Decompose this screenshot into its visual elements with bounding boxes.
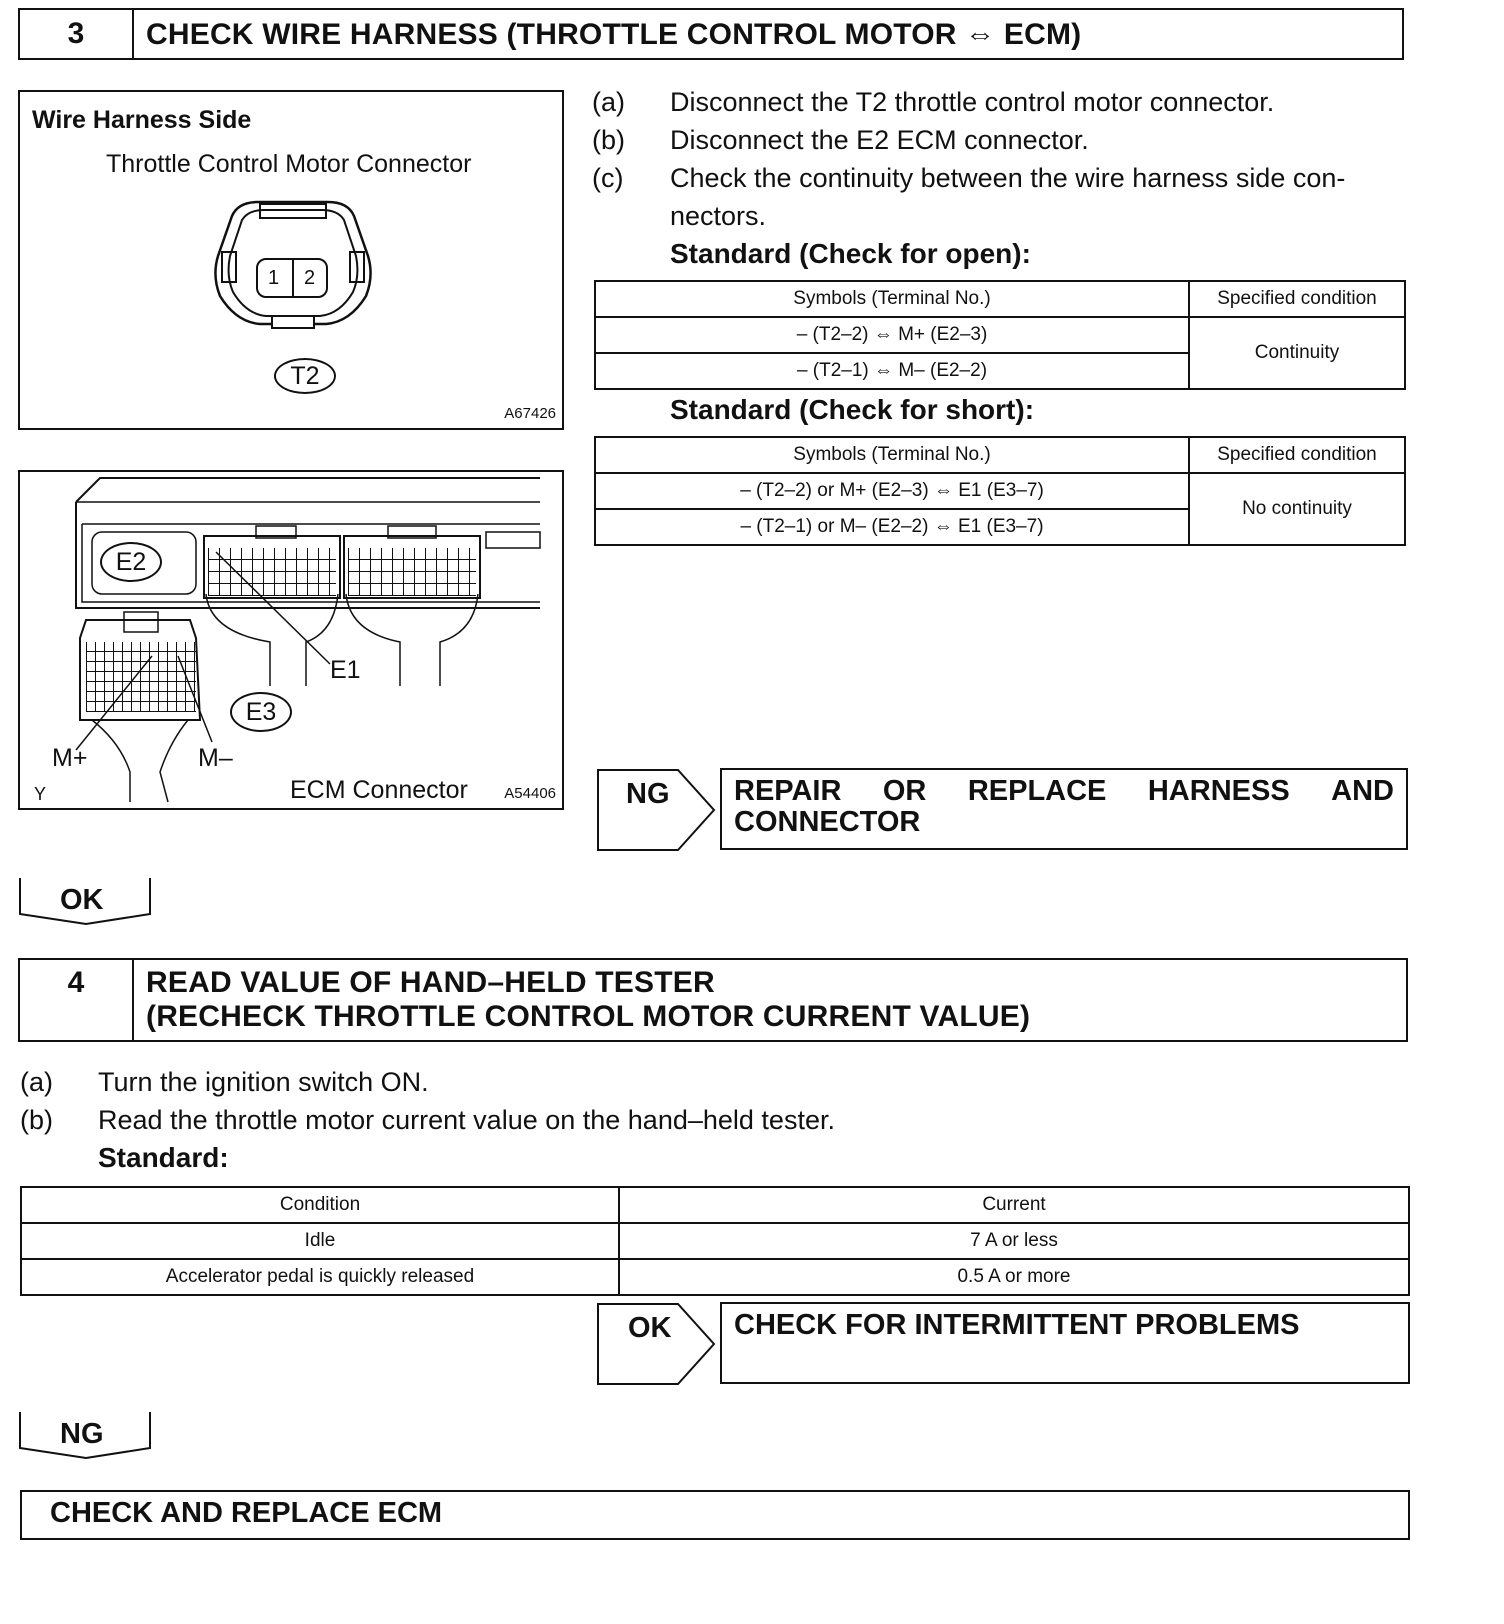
pin-divider (292, 260, 294, 296)
step-title-line2: (RECHECK THROTTLE CONTROL MOTOR CURRENT VALUE) (146, 1000, 1031, 1033)
step4-item-a: (a) Turn the ignition switch ON. (20, 1067, 429, 1097)
table-cell: – (T2–1) ⇔ M– (E2–2) (595, 353, 1189, 389)
ecm-connector-figure (18, 470, 564, 810)
connector-grid-2 (348, 548, 476, 596)
y-label: Y (34, 784, 47, 804)
final-action-text: CHECK AND REPLACE ECM (50, 1497, 443, 1529)
table-row (595, 317, 1405, 353)
ok-result-box (720, 1302, 1410, 1384)
ng-tag-label: NG (626, 778, 670, 810)
ng-result-box (720, 768, 1408, 850)
e2-label: E2 (100, 542, 162, 582)
figure-code: A54406 (504, 785, 556, 802)
connector-grid-3 (86, 642, 196, 712)
table-cell-condition: Continuity (1189, 317, 1405, 389)
table-header-cell: Condition (21, 1187, 619, 1223)
table-header-cell: Specified condition (1189, 437, 1405, 473)
table-header-cell: Symbols (Terminal No.) (595, 437, 1189, 473)
step3-item-c-cont: nectors. (670, 201, 767, 231)
t2-label: T2 (274, 358, 336, 394)
step3-item-a: (a) Disconnect the T2 throttle control motor connector. (592, 87, 1275, 117)
step-number: 4 (20, 960, 134, 1040)
table-cell: Accelerator pedal is quickly released (21, 1259, 619, 1295)
ok-result-text: CHECK FOR INTERMITTENT PROBLEMS (734, 1309, 1300, 1341)
throttle-connector-figure (18, 90, 564, 430)
ecm-drawing (20, 472, 562, 808)
table-cell: – (T2–1) or M– (E2–2) ⇔ E1 (E3–7) (595, 509, 1189, 545)
table-header-row (595, 437, 1405, 473)
ng-result-line2: CONNECTOR (734, 806, 921, 838)
ng-result-line1: REPAIR OR REPLACE HARNESS AND (734, 775, 1394, 807)
connector-grid-1 (208, 548, 336, 596)
table-header-row (21, 1187, 1409, 1223)
table-header-cell: Current (619, 1187, 1409, 1223)
short-check-table (594, 436, 1406, 546)
figure-heading: Wire Harness Side (32, 106, 252, 134)
table-cell: Idle (21, 1223, 619, 1259)
table-row (595, 473, 1405, 509)
e3-label: E3 (230, 692, 292, 732)
ok-tab-label: OK (60, 884, 104, 916)
figure-subtitle: Throttle Control Motor Connector (106, 150, 472, 178)
table-header-cell: Specified condition (1189, 281, 1405, 317)
pin-1-label: 1 (268, 267, 280, 289)
step-4-header (18, 958, 1408, 1042)
table-cell: – (T2–2) ⇔ M+ (E2–3) (595, 317, 1189, 353)
ng-tab-label: NG (60, 1418, 104, 1450)
pin-2-label: 2 (304, 267, 316, 289)
m-minus-label: M– (198, 744, 233, 772)
final-action-box (20, 1490, 1410, 1540)
table-header-row (595, 281, 1405, 317)
table-cell: 7 A or less (619, 1223, 1409, 1259)
table-cell: – (T2–2) or M+ (E2–3) ⇔ E1 (E3–7) (595, 473, 1189, 509)
m-plus-label: M+ (52, 744, 88, 772)
short-table-heading: Standard (Check for short): (670, 394, 1035, 425)
table-header-cell: Symbols (Terminal No.) (595, 281, 1189, 317)
pin-block (256, 258, 328, 298)
table-row (21, 1223, 1409, 1259)
step3-item-c: (c) Check the continuity between the wire harness side con- (592, 163, 1346, 193)
step-title: CHECK WIRE HARNESS (THROTTLE CONTROL MOTOR ⇔ ECM) (146, 18, 1082, 51)
figure-code: A67426 (504, 405, 556, 422)
current-standard-table (20, 1186, 1410, 1296)
step3-item-b: (b) Disconnect the E2 ECM connector. (592, 125, 1089, 155)
table-cell: 0.5 A or more (619, 1259, 1409, 1295)
open-check-table (594, 280, 1406, 390)
step4-item-b: (b) Read the throttle motor current value on the hand–held tester. (20, 1105, 835, 1135)
step-3-header (18, 8, 1404, 60)
step-title-line1: READ VALUE OF HAND–HELD TESTER (146, 966, 715, 999)
ecm-connector-caption: ECM Connector (290, 776, 468, 804)
step-number: 3 (20, 10, 134, 58)
e1-label: E1 (330, 656, 361, 684)
ok-tag-label: OK (628, 1312, 672, 1344)
open-table-heading: Standard (Check for open): (670, 238, 1031, 269)
current-table-heading: Standard: (98, 1142, 229, 1173)
table-cell-condition: No continuity (1189, 473, 1405, 545)
table-row (21, 1259, 1409, 1295)
